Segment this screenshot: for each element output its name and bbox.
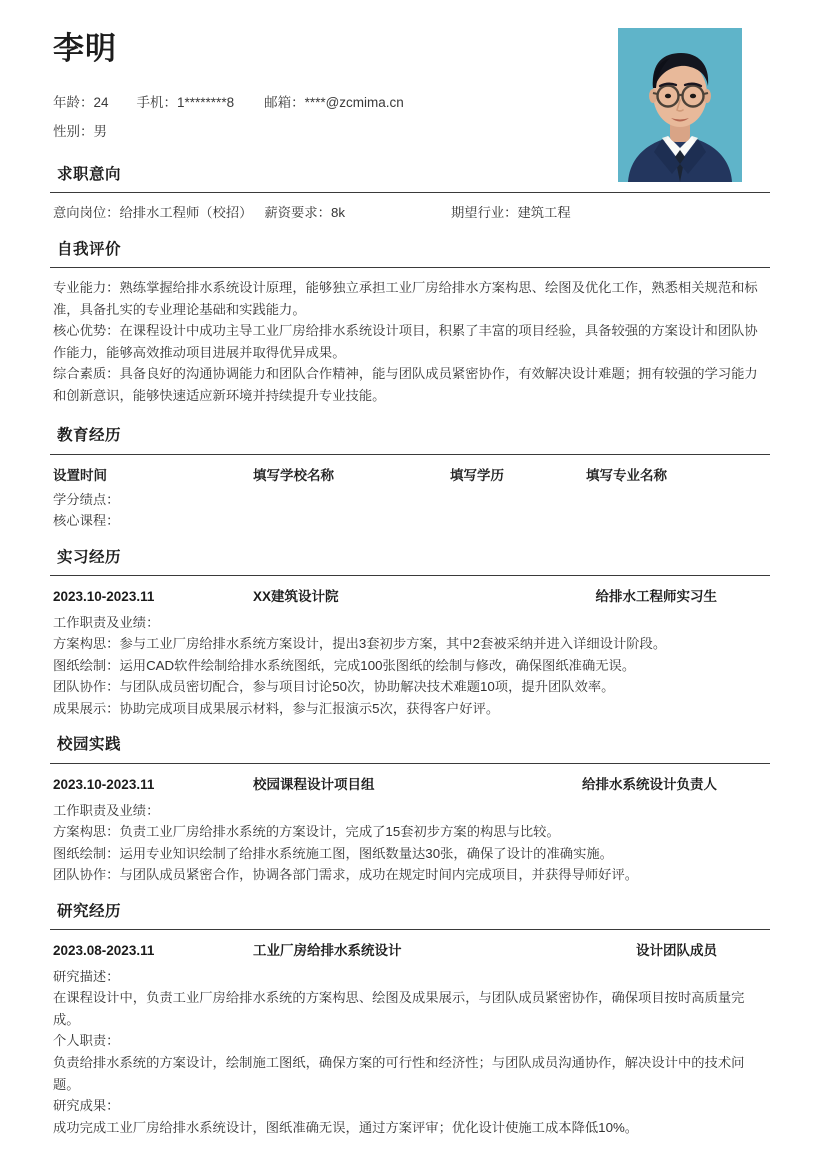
research-block-label: 个人职责：	[53, 1033, 120, 1049]
age-label: 年龄：	[53, 95, 94, 111]
research-role: 设计团队成员	[636, 942, 717, 958]
section-education	[50, 426, 770, 531]
position-label: 意向岗位：	[53, 205, 120, 221]
salary-value: 8k	[330, 205, 345, 221]
section-job-intention	[50, 165, 770, 224]
gender-label: 性别：	[53, 124, 94, 140]
industry-label: 期望行业：	[451, 205, 518, 221]
section-title-job-intention: 求职意向	[57, 166, 122, 183]
internship-item: 图纸绘制：运用CAD软件绘制给排水系统图纸，完成100张图纸的绘制与修改，确保图纸准确无误。	[53, 657, 636, 673]
research-block-label: 研究描述：	[53, 968, 120, 984]
internship-role: 给排水工程师实习生	[595, 588, 717, 604]
education-degree: 填写学历	[450, 467, 504, 483]
section-self-evaluation	[50, 240, 770, 406]
section-divider	[50, 575, 770, 576]
education-details	[53, 489, 770, 532]
section-title-internship: 实习经历	[57, 548, 122, 566]
internship-org: XX建筑设计院	[253, 588, 339, 604]
research-date: 2023.08-2023.11	[53, 942, 155, 958]
section-title-campus-practice: 校园实践	[57, 736, 122, 754]
age-field	[53, 93, 109, 114]
research-block-text: 成功完成工业厂房给排水系统设计，图纸准确无误，通过方案评审；优化设计使施工成本降低10%。	[53, 1119, 639, 1135]
gender-field	[53, 122, 107, 143]
section-research	[50, 902, 770, 1138]
education-courses-label: 核心课程：	[53, 513, 120, 529]
internship-date: 2023.10-2023.11	[53, 588, 155, 604]
research-entry-header	[53, 939, 770, 963]
gender-value: 男	[93, 124, 107, 140]
campus-org: 校园课程设计项目组	[253, 776, 375, 792]
email-value: ****@zcmima.cn	[304, 95, 404, 111]
section-divider	[50, 454, 770, 455]
age-value: 24	[93, 95, 109, 111]
campus-date: 2023.10-2023.11	[53, 776, 155, 792]
candidate-name: 李明	[53, 31, 117, 66]
education-row	[53, 464, 770, 487]
email-label: 邮箱：	[264, 95, 305, 111]
section-divider	[50, 763, 770, 764]
internship-body	[53, 612, 770, 720]
candidate-photo	[618, 28, 742, 182]
education-gpa-label: 学分绩点：	[53, 491, 120, 507]
self-eval-paragraph: 综合素质：具备良好的沟通协调能力和团队合作精神，能与团队成员紧密协作，有效解决设计难题；拥有较强的学习能力和创新意识，能够快速适应新环境并持续提升专业技能。	[53, 366, 758, 403]
self-eval-paragraph: 核心优势：在课程设计中成功主导工业厂房给排水系统设计项目，积累了丰富的项目经验，具备较强的方案设计和团队协作能力，能够高效推动项目进展并取得优异成果。	[53, 323, 758, 360]
research-block-text: 负责给排水系统的方案设计，绘制施工图纸，确保方案的可行性和经济性；与团队成员沟通协作，解决设计中的技术问题。	[53, 1055, 745, 1092]
education-time: 设置时间	[53, 467, 107, 483]
phone-value: 1********8	[177, 95, 235, 111]
research-body	[53, 966, 770, 1138]
internship-item: 方案构思：参与工业厂房给排水系统方案设计，提出3套初步方案，其中2套被采纳并进入详细设计阶段。	[53, 636, 667, 652]
photo-illustration	[618, 28, 742, 182]
campus-entry-header	[53, 773, 770, 797]
education-school: 填写学校名称	[253, 467, 334, 483]
internship-item: 成果展示：协助完成项目成果展示材料，参与汇报演示5次，获得客户好评。	[53, 700, 500, 716]
section-title-self-evaluation: 自我评价	[57, 241, 122, 259]
internship-subtitle: 工作职责及业绩：	[53, 614, 160, 630]
self-evaluation-body	[53, 277, 770, 406]
section-campus-practice	[50, 735, 770, 885]
intent-left-group	[53, 202, 345, 224]
section-divider	[50, 267, 770, 268]
self-eval-paragraph: 专业能力：熟练掌握给排水系统设计原理，能够独立承担工业厂房给排水方案构思、绘图及优化工作，熟悉相关规范和标准，具备扎实的专业理论基础和实践能力。	[53, 280, 758, 317]
job-intention-row	[53, 202, 770, 224]
email-field	[264, 93, 404, 114]
section-title-education: 教育经历	[57, 427, 122, 445]
research-block-text: 在课程设计中，负责工业厂房给排水系统的方案构思、绘图及成果展示，与团队成员紧密协作，确保项目按时高质量完成。	[53, 990, 745, 1027]
position-value: 给排水工程师（校招）	[119, 205, 253, 221]
resume-header	[50, 0, 770, 165]
intent-right-group	[451, 202, 571, 224]
education-major: 填写专业名称	[586, 467, 667, 483]
salary-label: 薪资要求：	[264, 205, 331, 221]
campus-role: 给排水系统设计负责人	[582, 776, 717, 792]
campus-item: 图纸绘制：运用专业知识绘制了给排水系统施工图，图纸数量达30张，确保了设计的准确实施。	[53, 845, 613, 861]
campus-item: 团队协作：与团队成员紧密合作，协调各部门需求，成功在规定时间内完成项目，并获得导师好评。	[53, 867, 639, 883]
phone-field	[137, 93, 235, 114]
research-block-label: 研究成果：	[53, 1098, 120, 1114]
phone-label: 手机：	[136, 95, 178, 111]
research-org: 工业厂房给排水系统设计	[253, 942, 402, 958]
internship-item: 团队协作：与团队成员密切配合，参与项目讨论50次，协助解决技术难题10项，提升团队效率。	[53, 679, 615, 695]
industry-value: 建筑工程	[517, 205, 571, 221]
section-title-research: 研究经历	[57, 902, 122, 920]
campus-body	[53, 800, 770, 886]
campus-subtitle: 工作职责及业绩：	[53, 802, 160, 818]
internship-entry-header	[53, 585, 770, 609]
section-divider	[50, 192, 770, 193]
section-internship	[50, 548, 770, 720]
section-divider	[50, 929, 770, 930]
campus-item: 方案构思：负责工业厂房给排水系统的方案设计，完成了15套初步方案的构思与比较。	[53, 824, 560, 840]
